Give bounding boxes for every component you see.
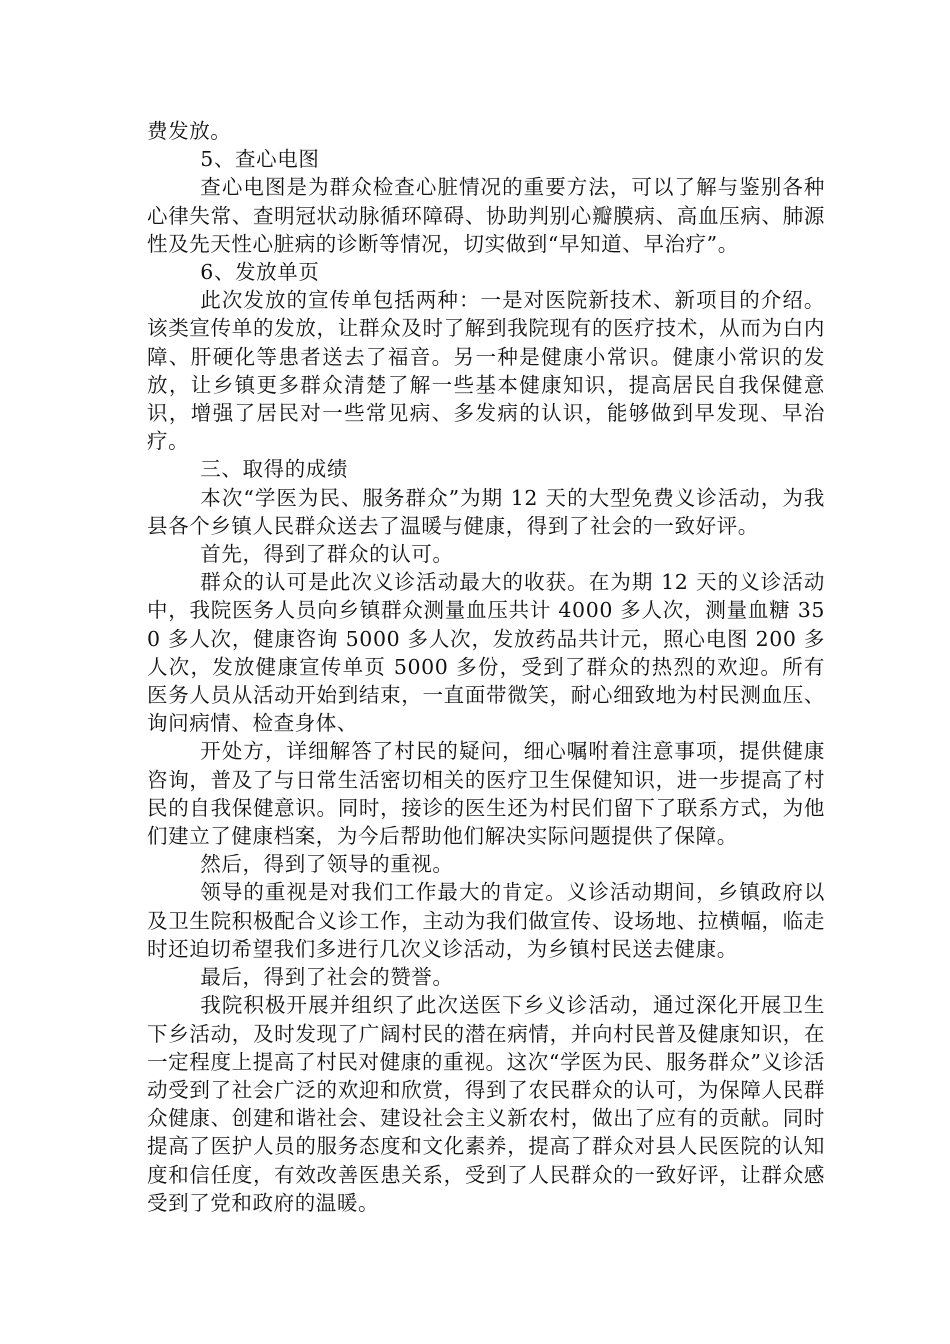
paragraph-public-recognition: 群众的认可是此次义诊活动最大的收获。在为期 12 天的义诊活动中，我院医务人员向乡镇群众测量血压共计 4000 多人次，测量血糖 350 多人次，健康咨询 5000 多人次，发放药品共计元，照心电图 200 多人次，发放健康宣传单页 5000 多份，受到了群众的热烈的欢迎。所有医务人员从活动开始到结束，一直面带微笑，耐心细致地为村民测血压、询问病情、检查身体、 [147, 570, 825, 736]
paragraph-ecg: 查心电图是为群众检查心脏情况的重要方法，可以了解与鉴别各种心律失常、查明冠状动脉循环障碍、协助判别心瓣膜病、高血压病、肺源性及先天性心脏病的诊断等情况，切实做到“早知道、早治疗”。 [147, 175, 825, 256]
document-body [147, 117, 825, 1217]
paragraph-third-point: 最后，得到了社会的赞誉。 [200, 965, 454, 990]
paragraph-leadership: 领导的重视是对我们工作最大的肯定。义诊活动期间，乡镇政府以及卫生院积极配合义诊工作，主动为我们做宣传、设场地、拉横幅，临走时还迫切希望我们多进行几次义诊活动，为乡镇村民送去健康。 [147, 880, 825, 961]
section-heading-ecg: 5、查心电图 [200, 147, 320, 172]
paragraph-leaflets: 此次发放的宣传单包括两种：一是对医院新技术、新项目的介绍。该类宣传单的发放，让群众及时了解到我院现有的医疗技术，从而为白内障、肝硬化等患者送去了福音。另一种是健康小常识。健康小常识的发放，让乡镇更多群众清楚了解一些基本健康知识，提高居民自我保健意识，增强了居民对一些常见病、多发病的认识，能够做到早发现、早治疗。 [147, 288, 825, 454]
section-heading-leaflets: 6、发放单页 [200, 260, 320, 285]
paragraph-social-praise: 我院积极开展并组织了此次送医下乡义诊活动，通过深化开展卫生下乡活动，及时发现了广阔村民的潜在病情，并向村民普及健康知识，在一定程度上提高了村民对健康的重视。这次“学医为民、服务群众”义诊活动受到了社会广泛的欢迎和欣赏，得到了农民群众的认可，为保障人民群众健康、创建和谐社会、建设社会主义新农村，做出了应有的贡献。同时提高了医护人员的服务态度和文化素养，提高了群众对县人民医院的认知度和信任度，有效改善医患关系，受到了人民群众的一致好评，让群众感受到了党和政府的温暖。 [147, 993, 825, 1215]
paragraph-first-point: 首先，得到了群众的认可。 [200, 542, 454, 567]
paragraph-continuation: 费发放。 [147, 119, 232, 143]
section-heading-achievements: 三、取得的成绩 [200, 457, 348, 482]
paragraph-prescriptions: 开处方，详细解答了村民的疑问，细心嘱咐着注意事项，提供健康咨询，普及了与日常生活密切相关的医疗卫生保健知识，进一步提高了村民的自我保健意识。同时，接诊的医生还为村民们留下了联系方式，为他们建立了健康档案，为今后帮助他们解决实际问题提供了保障。 [147, 739, 825, 849]
paragraph-second-point: 然后，得到了领导的重视。 [200, 852, 454, 877]
paragraph-achievements-intro: 本次“学医为民、服务群众”为期 12 天的大型免费义诊活动，为我县各个乡镇人民群众送去了温暖与健康，得到了社会的一致好评。 [147, 485, 825, 538]
